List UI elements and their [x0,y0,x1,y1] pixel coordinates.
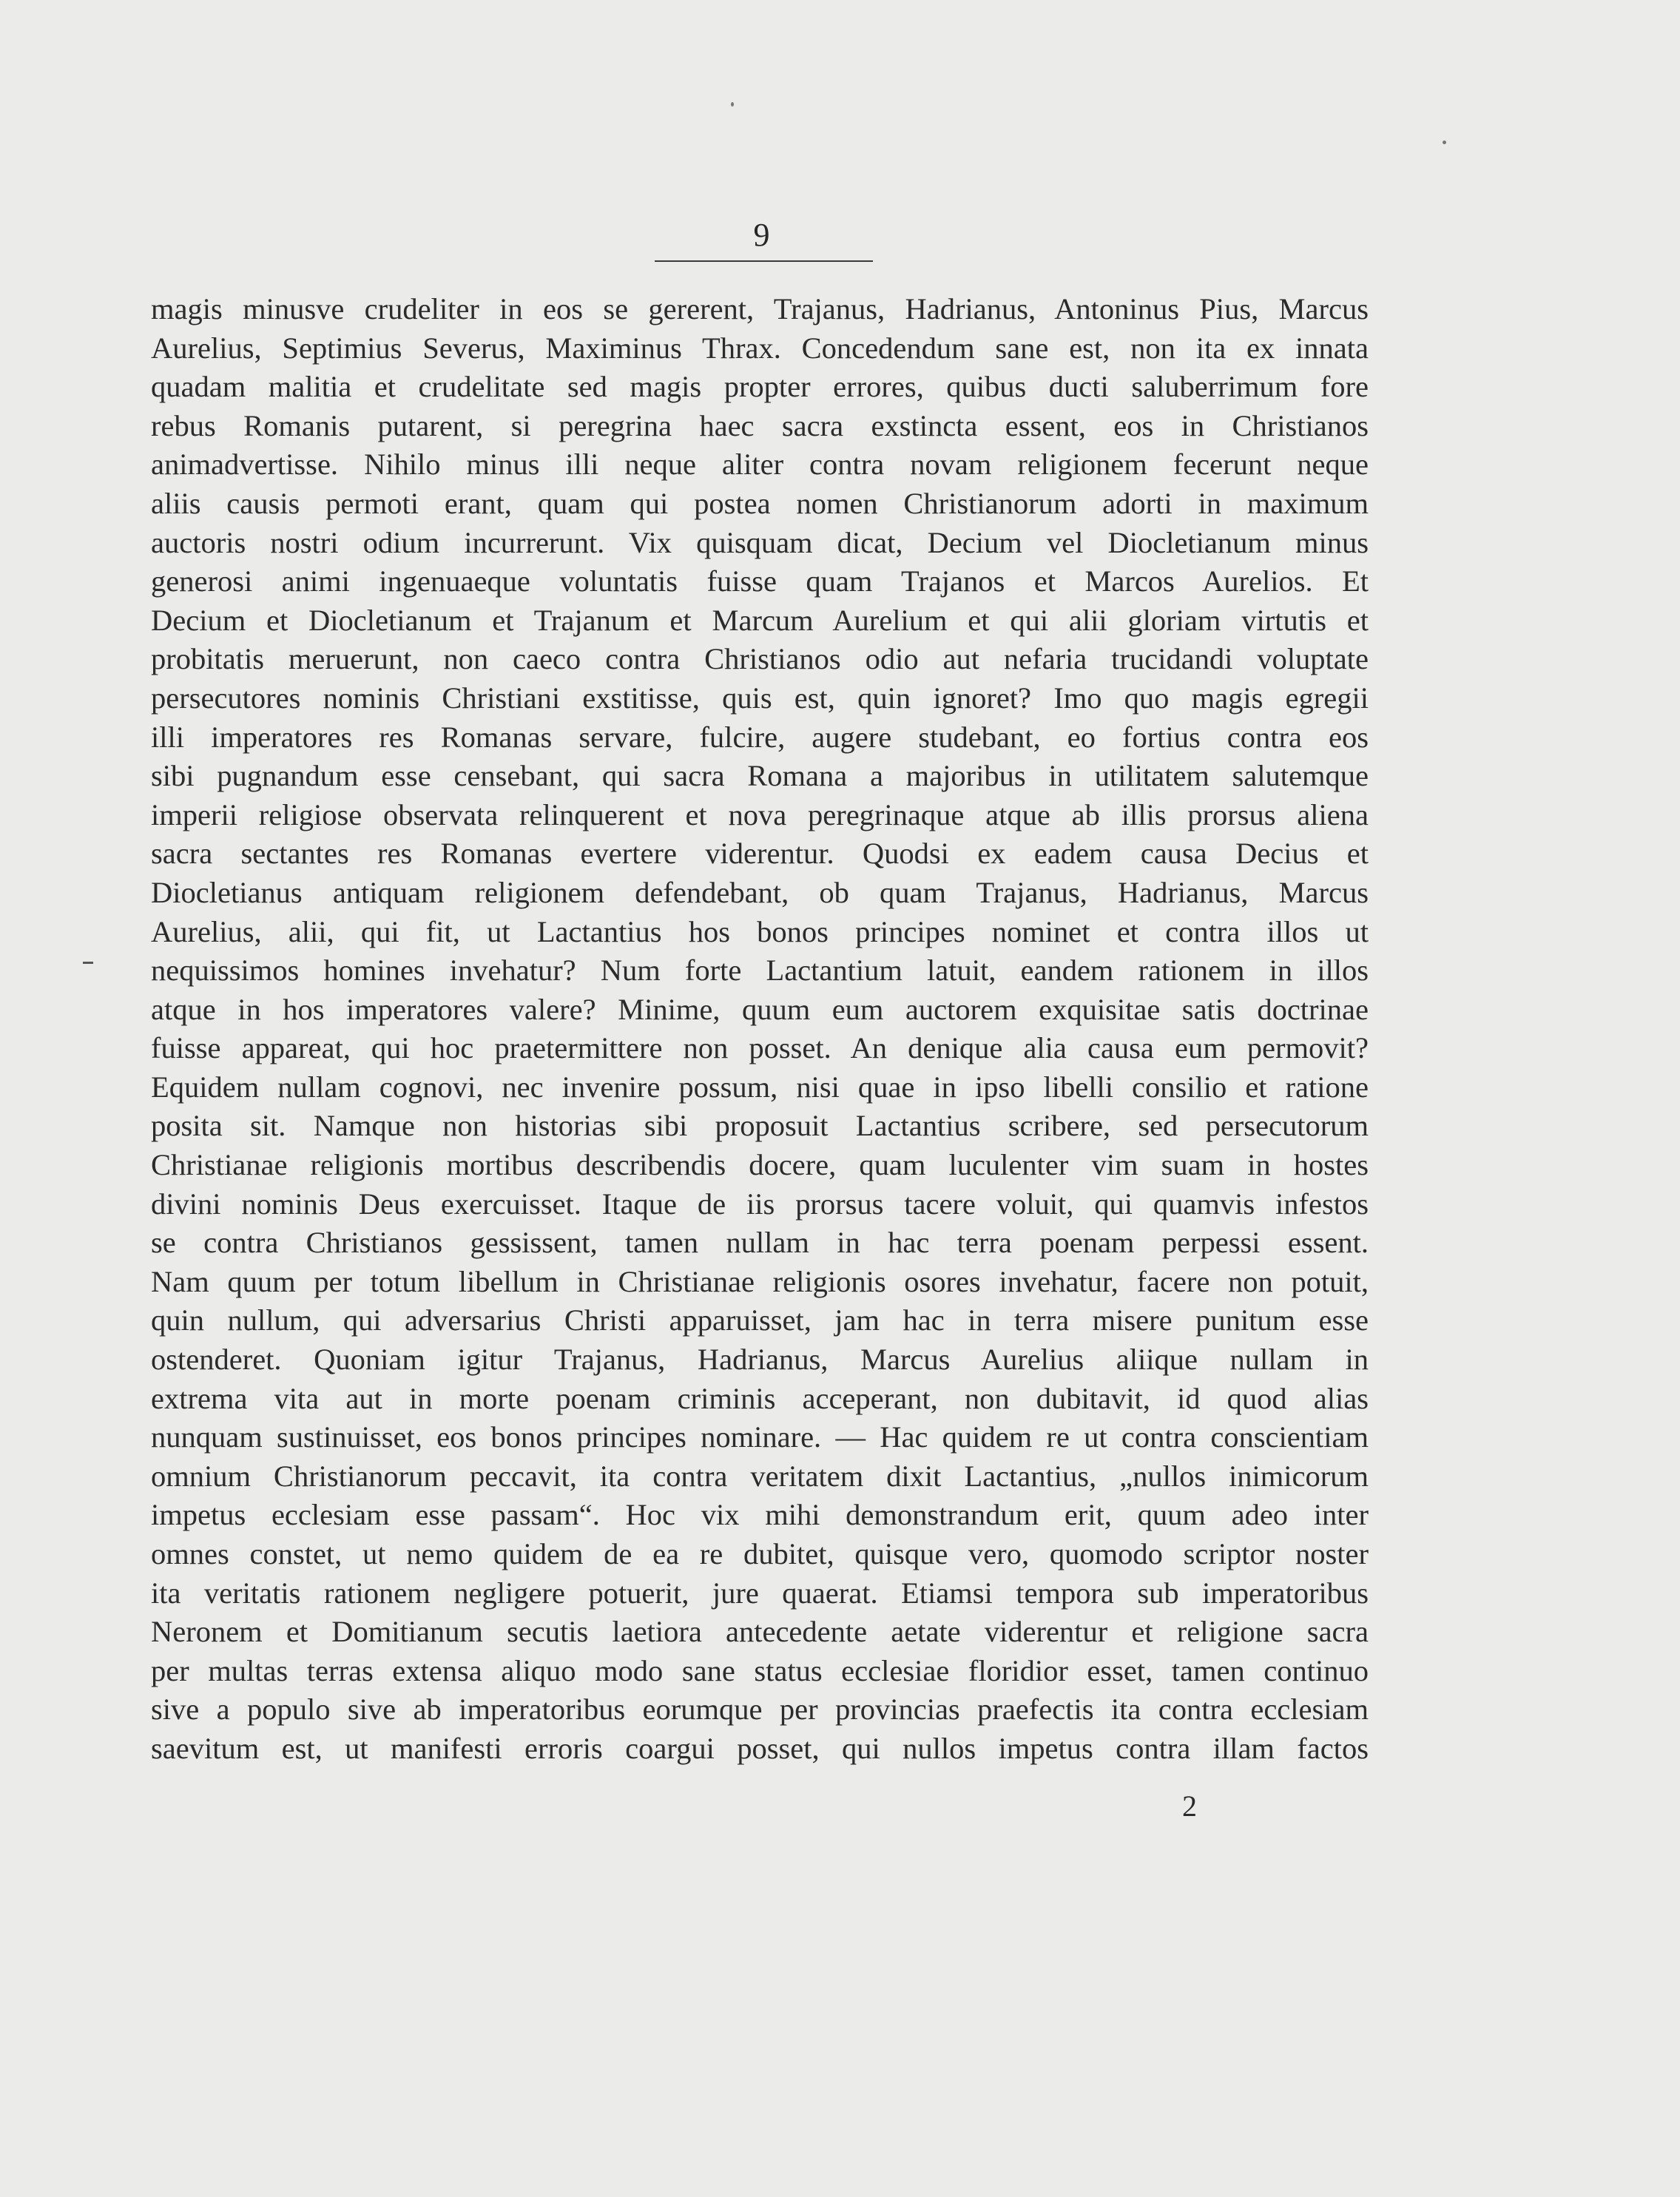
text-line: Neronem et Domitianum secutis laetiora antecedente aetate viderentur et religione sacra [151,1615,1369,1649]
text-line: per multas terras extensa aliquo modo sane status ecclesiae floridior esset, tamen continuo [151,1653,1369,1687]
text-line: omnium Christianorum peccavit, ita contra veritatem dixit Lactantius, „nullos inimicorum [151,1459,1369,1493]
text-line: quadam malitia et crudelitate sed magis propter errores, quibus ducti saluberrimum fore [151,370,1369,404]
text-line: probitatis meruerunt, non caeco contra Christianos odio aut nefaria trucidandi voluptate [151,642,1369,676]
text-line: extrema vita aut in morte poenam criminis acceperant, non dubitavit, id quod alias [151,1381,1369,1415]
text-line: Diocletianus antiquam religionem defendebant, ob quam Trajanus, Hadrianus, Marcus [151,875,1369,909]
text-line: Nam quum per totum libellum in Christianae religionis osores invehatur, facere non potuit, [151,1264,1369,1298]
text-line: Christianae religionis mortibus describendis docere, quam luculenter vim suam in hostes [151,1148,1369,1182]
text-line: aliis causis permoti erant, quam qui postea nomen Christianorum adorti in maximum [151,486,1369,520]
text-line: sibi pugnandum esse censebant, qui sacra Romana a majoribus in utilitatem salutemque [151,759,1369,793]
page-number: 9 [753,217,771,253]
text-line: impetus ecclesiam esse passam“. Hoc vix mihi demonstrandum erit, quum adeo inter [151,1498,1369,1532]
paper-speck [731,102,734,107]
text-line: sacra sectantes res Romanas evertere viderentur. Quodsi ex eadem causa Decius et [151,837,1369,871]
text-line: Aurelius, alii, qui fit, ut Lactantius hos bonos principes nominet et contra illos ut [151,914,1369,948]
text-line: auctoris nostri odium incurrerunt. Vix quisquam dicat, Decium vel Diocletianum minus [151,525,1369,559]
text-line: illi imperatores res Romanas servare, fulcire, augere studebant, eo fortius contra eos [151,720,1369,754]
text-line: generosi animi ingenuaeque voluntatis fuisse quam Trajanos et Marcos Aurelios. Et [151,564,1369,598]
text-line: Equidem nullam cognovi, nec invenire possum, nisi quae in ipso libelli consilio et ratione [151,1070,1369,1104]
text-line: sive a populo sive ab imperatoribus eorumque per provincias praefectis ita contra ecclesiam [151,1693,1369,1727]
text-line: persecutores nominis Christiani exstitisse, quis est, quin ignoret? Imo quo magis egregii [151,681,1369,715]
text-line: nequissimos homines invehatur? Num forte Lactantium latuit, eandem rationem in illos [151,954,1369,988]
text-line: animadvertisse. Nihilo minus illi neque aliter contra novam religionem fecerunt neque [151,448,1369,482]
text-line: imperii religiose observata relinquerent et nova peregrinaque atque ab illis prorsus aliena [151,797,1369,831]
text-line: Aurelius, Septimius Severus, Maximinus Thrax. Concedendum sane est, non ita ex innata [151,331,1369,365]
text-line: divini nominis Deus exercuisset. Itaque de iis prorsus tacere voluit, qui quamvis infestos [151,1187,1369,1221]
body-text [151,290,1369,1769]
text-line: se contra Christianos gessissent, tamen nullam in hac terra poenam perpessi essent. [151,1226,1369,1260]
text-line: ita veritatis rationem negligere potuerit, jure quaerat. Etiamsi tempora sub imperatoribus [151,1576,1369,1610]
text-line: posita sit. Namque non historias sibi proposuit Lactantius scribere, sed persecutorum [151,1109,1369,1143]
text-line: atque in hos imperatores valere? Minime, quum eum auctorem exquisitae satis doctrinae [151,992,1369,1026]
header-rule [655,260,873,262]
text-line: quin nullum, qui adversarius Christi apparuisset, jam hac in terra misere punitum esse [151,1303,1369,1337]
signature-mark: 2 [1182,1789,1197,1823]
text-line: saevitum est, ut manifesti erroris coargui posset, qui nullos impetus contra illam factos [151,1731,1369,1765]
text-line: Decium et Diocletianum et Trajanum et Marcum Aurelium et qui alii gloriam virtutis et [151,603,1369,637]
text-line: rebus Romanis putarent, si peregrina haec sacra exstincta essent, eos in Christianos [151,408,1369,442]
margin-mark [83,962,93,964]
text-line: ostenderet. Quoniam igitur Trajanus, Hadrianus, Marcus Aurelius aliique nullam in [151,1343,1369,1377]
text-line: magis minusve crudeliter in eos se gererent, Trajanus, Hadrianus, Antoninus Pius, Marcus [151,292,1369,325]
text-line: nunquam sustinuisset, eos bonos principes nominare. — Hac quidem re ut contra conscientiam [151,1420,1369,1454]
paper-speck [1443,141,1446,144]
text-line: fuisse appareat, qui hoc praetermittere non posset. An denique alia causa eum permovit? [151,1031,1369,1065]
text-line: omnes constet, ut nemo quidem de ea re dubitet, quisque vero, quomodo scriptor noster [151,1537,1369,1570]
